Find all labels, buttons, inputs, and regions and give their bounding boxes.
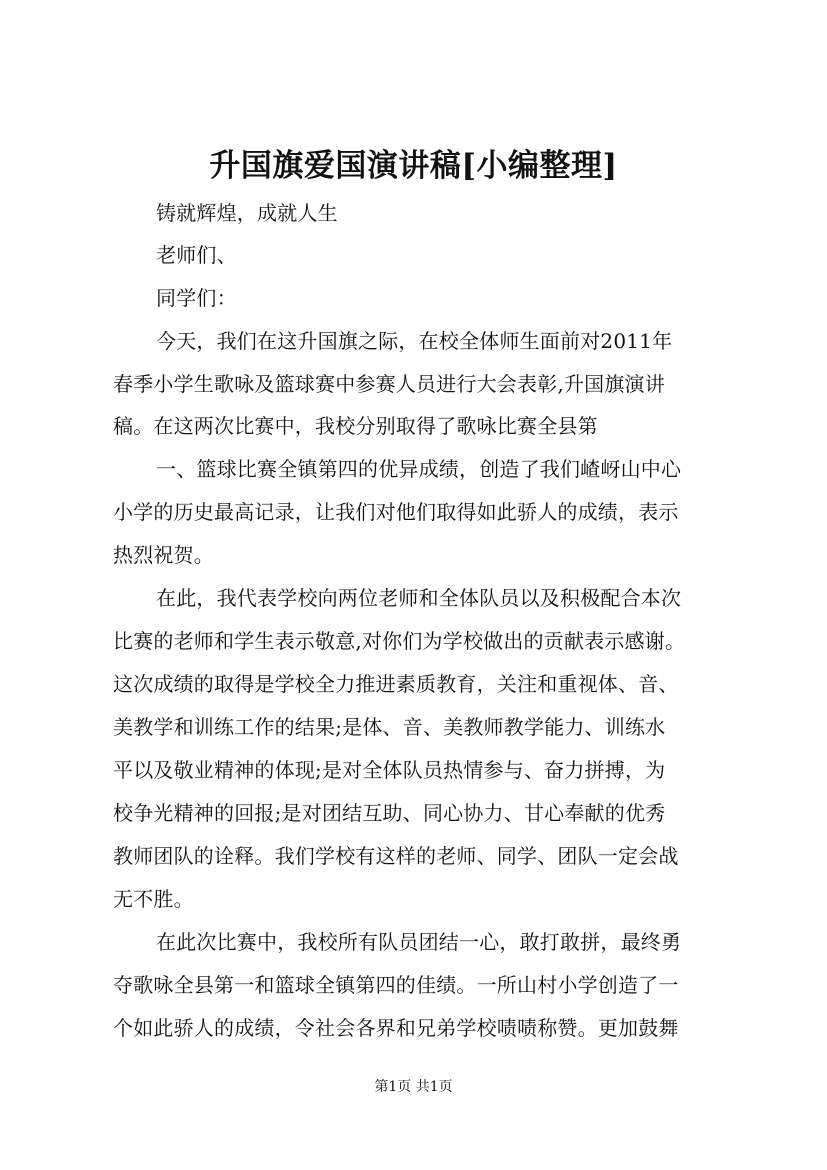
page-footer: 第1页 共1页 bbox=[374, 1079, 453, 1095]
text-line: 小学的历史最高记录，让我们对他们取得如此骄人的成绩，表示 bbox=[113, 500, 679, 524]
text-line: 稿。在这两次比赛中，我校分别取得了歌咏比赛全县第 bbox=[113, 414, 598, 438]
document-title: 升国旗爱国演讲稿[小编整理] bbox=[209, 148, 618, 184]
text-line: 教师团队的诠释。我们学校有这样的老师、同学、团队一定会战 bbox=[113, 844, 679, 868]
text-line: 这次成绩的取得是学校全力推进素质教育，关注和重视体、音、 bbox=[113, 672, 679, 696]
text-line: 在此，我代表学校向两位老师和全体队员以及积极配合本次 bbox=[156, 586, 682, 610]
text-line: 平以及敬业精神的体现;是对全体队员热情参与、奋力拼搏，为 bbox=[113, 758, 666, 782]
text-line: 美教学和训练工作的结果;是体、音、美教师教学能力、训练水 bbox=[113, 715, 666, 739]
text-line: 一、篮球比赛全镇第四的优异成绩，创造了我们嵖岈山中心 bbox=[156, 457, 682, 481]
text-line: 春季小学生歌咏及篮球赛中参赛人员进行大会表彰,升国旗演讲 bbox=[113, 372, 665, 396]
text-line: 夺歌咏全县第一和篮球全镇第四的佳绩。一所山村小学创造了一 bbox=[113, 973, 679, 997]
text-line: 今天，我们在这升国旗之际，在校全体师生面前对2011年 bbox=[156, 329, 673, 353]
text-line: 老师们、 bbox=[156, 243, 237, 267]
text-line: 在此次比赛中，我校所有队员团结一心，敢打敢拼，最终勇 bbox=[156, 930, 682, 954]
text-line: 热烈祝贺。 bbox=[113, 543, 214, 567]
text-line: 个如此骄人的成绩，令社会各界和兄弟学校啧啧称赞。更加鼓舞 bbox=[113, 1016, 679, 1040]
text-line: 校争光精神的回报;是对团结互助、同心协力、甘心奉献的优秀 bbox=[113, 801, 666, 825]
text-line: 比赛的老师和学生表示敬意,对你们为学校做出的贡献表示感谢。 bbox=[113, 629, 686, 653]
text-line: 铸就辉煌，成就人生 bbox=[156, 201, 338, 225]
text-line: 同学们： bbox=[156, 286, 237, 310]
text-line: 无不胜。 bbox=[113, 887, 194, 911]
